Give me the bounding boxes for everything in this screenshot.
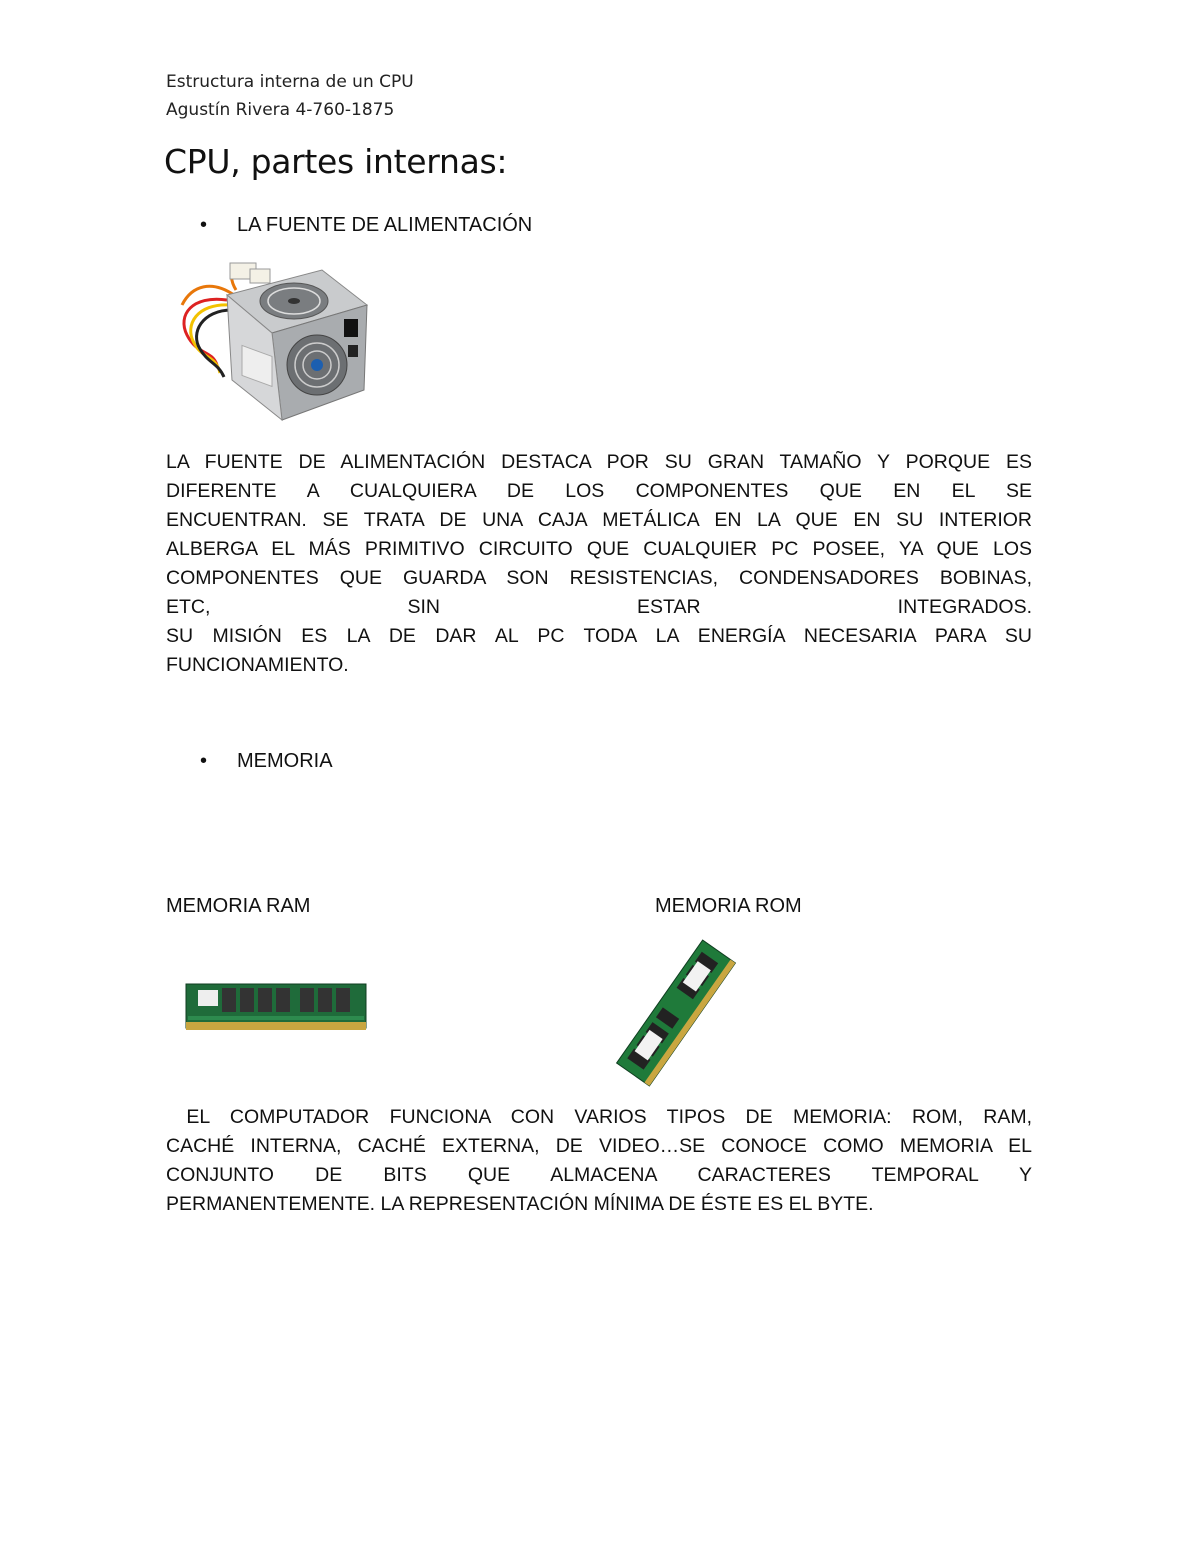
paragraph-line: CONJUNTO DE BITS QUE ALMACENA CARACTERES TEMPORAL Y (166, 1164, 1032, 1186)
power-supply-image (172, 255, 372, 425)
paragraph-memory (166, 1103, 1032, 1219)
bullet-dot: • (200, 214, 208, 236)
paragraph-line: ALBERGA EL MÁS PRIMITIVO CIRCUITO QUE CUALQUIER PC POSEE, YA QUE LOS (166, 538, 1032, 560)
ram-module-image (184, 980, 369, 1038)
paragraph-line: ENCUENTRAN. SE TRATA DE UNA CAJA METÁLICA EN LA QUE EN SU INTERIOR (166, 509, 1032, 531)
rom-module-image (598, 938, 753, 1088)
paragraph-line: COMPONENTES QUE GUARDA SON RESISTENCIAS, CONDENSADORES BOBINAS, (166, 567, 1032, 589)
paragraph-line: ETC, SIN ESTAR INTEGRADOS. (166, 596, 1032, 618)
paragraph-line: FUNCIONAMIENTO. (166, 654, 349, 676)
paragraph-line: PERMANENTEMENTE. LA REPRESENTACIÓN MÍNIMA DE ÉSTE ES EL BYTE. (166, 1193, 874, 1215)
paragraph-line: LA FUENTE DE ALIMENTACIÓN DESTACA POR SU GRAN TAMAÑO Y PORQUE ES (166, 451, 1032, 473)
paragraph-power-supply (166, 448, 1032, 680)
bullet-label: LA FUENTE DE ALIMENTACIÓN (237, 214, 533, 236)
paragraph-line: SU MISIÓN ES LA DE DAR AL PC TODA LA ENERGÍA NECESARIA PARA SU (166, 625, 1032, 647)
paragraph-line: DIFERENTE A CUALQUIERA DE LOS COMPONENTES QUE EN EL SE (166, 480, 1032, 502)
header-line-author: Agustín Rivera 4-760-1875 (166, 100, 395, 120)
bullet-dot: • (200, 750, 208, 772)
paragraph-line: CACHÉ INTERNA, CACHÉ EXTERNA, DE VIDEO…SE CONOCE COMO MEMORIA EL (166, 1135, 1032, 1157)
page-title: CPU, partes internas: (164, 142, 508, 181)
paragraph-line: EL COMPUTADOR FUNCIONA CON VARIOS TIPOS DE MEMORIA: ROM, RAM, (166, 1106, 1032, 1128)
label-memory-rom: MEMORIA ROM (655, 895, 802, 917)
bullet-label: MEMORIA (237, 750, 333, 772)
header-line-title: Estructura interna de un CPU (166, 72, 414, 92)
label-memory-ram: MEMORIA RAM (166, 895, 311, 917)
